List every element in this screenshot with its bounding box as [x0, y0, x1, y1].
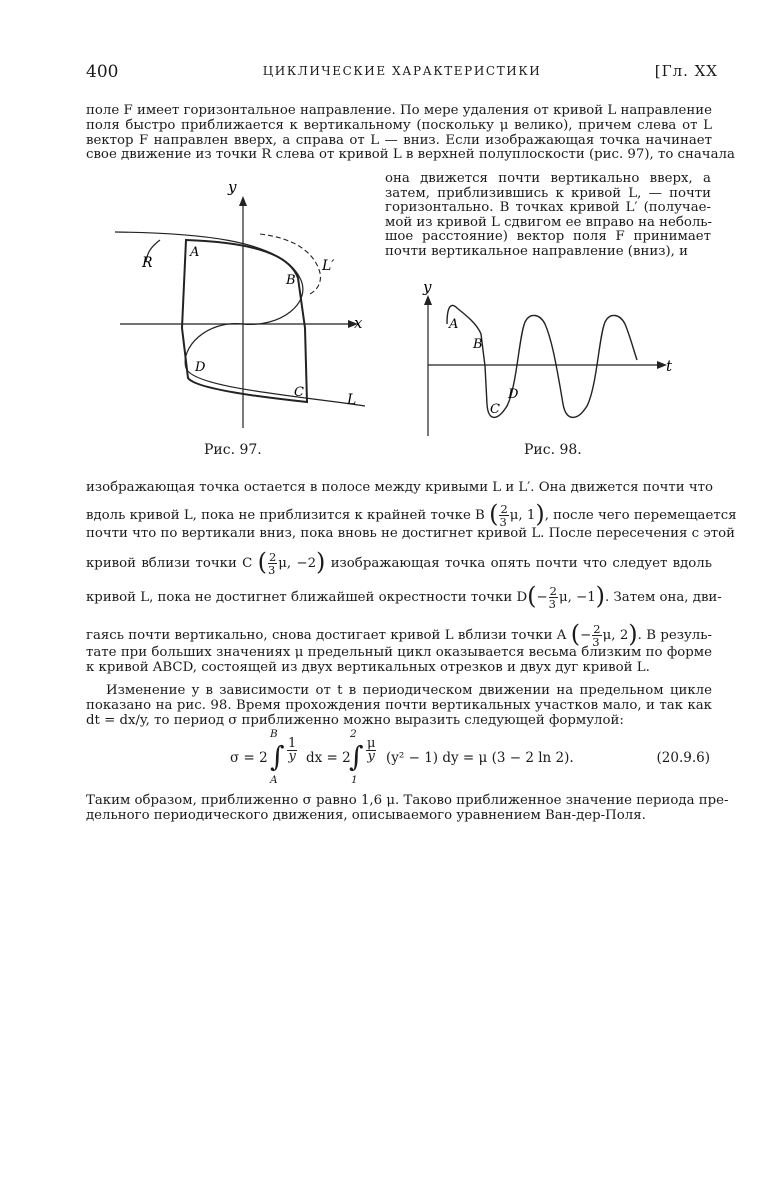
text-line-with-point-D: кривой L, пока не достигнет ближайшей окрестности точки D(− $\frac{2}{3}$ μ, −1). Затем она, дви- [86, 582, 722, 611]
int2-lower-limit: 1 [351, 774, 358, 786]
label-B: B [286, 273, 296, 288]
label-L: L [347, 392, 357, 408]
text-line: почти что по вертикали вниз, пока вновь не достигнет кривой L. После пересечения с этой [86, 526, 736, 541]
text-line: почти вертикальное направление (вниз), и [385, 243, 688, 259]
paragraph-3 [86, 684, 712, 728]
label-L-prime: L′ [322, 258, 335, 274]
equation-20-9-6: σ = 2 B ∫ A $\frac{1}{y}$ dx = 2 2 ∫ 1 $\frac{\mu}{y}$ (y² − 1) dy = μ (3 − 2 ln 2). (20.9.6) [230, 728, 710, 786]
text-line: шое расстояние) вектор поля F принимает [385, 229, 711, 245]
chapter-label: [Гл. XX [654, 62, 718, 80]
limit-cycle [182, 240, 307, 402]
fraction-two-thirds: $\frac{2}{3}$ [592, 622, 601, 649]
text-line: тате при больших значениях μ предельный цикл оказывается весьма близким по форме [86, 645, 712, 660]
text-line: горизонтально. В точках кривой L′ (получае- [385, 200, 711, 216]
int2-upper-limit: 2 [350, 728, 357, 740]
figure-98-time-plot [415, 276, 680, 442]
text-line: к кривой ABCD, состоящей из двух вертикальных отрезков и двух дуг кривой L. [86, 660, 650, 675]
page-number: 400 [86, 62, 119, 82]
text-line: dt = dx/y, то период σ приближенно можно выразить следующей формулой: [86, 712, 624, 728]
fraction-two-thirds: $\frac{2}{3}$ [548, 584, 557, 611]
y-axis-arrow [424, 295, 432, 305]
text-line: затем, приблизившись к кривой L, — почти [385, 185, 711, 201]
text-line: вектор F направлен вверх, а справа от L — вниз. Если изображающая точка начинает [86, 132, 712, 148]
running-title: ЦИКЛИЧЕСКИЕ ХАРАКТЕРИСТИКИ [262, 64, 542, 78]
text-line-with-point-A: гаясь почти вертикально, снова достигает кривой L вблизи точки A (− $\frac{2}{3}$ μ, 2). В резуль- [86, 620, 712, 649]
text-line: мой из кривой L сдвигом ее вправо на неболь- [385, 214, 713, 230]
text-line: свое движение из точки R слева от кривой L в верхней полуплоскости (рис. 97), то сначала [86, 147, 735, 163]
int1-body: dx = 2 [306, 750, 351, 766]
paragraph-1 [86, 103, 735, 163]
text-line: поля быстро приближается к вертикальному (поскольку μ велико), причем слева от L [86, 117, 712, 133]
text-line: Изменение y в зависимости от t в периодическом движении на предельном цикле [106, 683, 712, 698]
side-column-text [385, 172, 711, 260]
label-C: C [490, 402, 500, 417]
text-line: Таким образом, приближенно σ равно 1,6 μ. Таково приближенное значение периода пре- [86, 793, 729, 808]
label-B: B [473, 337, 483, 352]
text-line: показано на рис. 98. Время прохождения почти вертикальных участков мало, и так как [86, 697, 712, 713]
text-line: она движется почти вертикально вверх, а [385, 171, 711, 186]
label-C: C [294, 385, 304, 400]
label-R: R [142, 255, 153, 271]
text-line: изображающая точка остается в полосе между кривыми L и L′. Она движется почти что [86, 480, 713, 495]
label-D: D [195, 360, 206, 375]
label-x: x [354, 314, 363, 332]
figure-97-caption: Рис. 97. [204, 442, 262, 458]
paragraph-4 [86, 793, 729, 824]
equation-number: (20.9.6) [656, 750, 710, 766]
y-of-t-curve [447, 305, 637, 417]
fraction-one-over-y: $\frac{1}{y}$ [288, 736, 297, 764]
fraction-two-thirds: $\frac{2}{3}$ [499, 502, 508, 529]
text-line: дельного периодического движения, описываемого уравнением Ван-дер-Поля. [86, 807, 646, 823]
fraction-mu-over-y: $\frac{\mu}{y}$ [367, 736, 376, 764]
running-header [86, 62, 718, 86]
eq-lhs: σ = 2 [230, 750, 268, 766]
label-t: t [666, 357, 673, 375]
label-D: D [508, 387, 519, 402]
label-y: y [423, 278, 432, 296]
fraction-two-thirds: $\frac{2}{3}$ [267, 550, 277, 577]
label-A: A [449, 317, 459, 332]
text-line-with-point-C: кривой вблизи точки C ( $\frac{2}{3}$ μ, −2) изображающая точка опять почти что следует вдоль [86, 548, 712, 577]
text-line-with-point-B: вдоль кривой L, пока не приблизится к крайней точке B ( $\frac{2}{3}$ μ, 1), после чего перемещается [86, 500, 737, 529]
figure-98-caption: Рис. 98. [524, 442, 582, 458]
int2-body: (y² − 1) dy = μ (3 − 2 ln 2). [386, 750, 574, 766]
y-axis-arrow [239, 196, 247, 206]
label-y: y [228, 178, 237, 196]
int1-upper-limit: B [270, 728, 278, 740]
text-line: поле F имеет горизонтальное направление. По мере удаления от кривой L направление [86, 103, 712, 118]
figure-97-phase-plane [110, 178, 370, 436]
int1-lower-limit: A [270, 774, 278, 786]
label-A: A [190, 245, 200, 260]
